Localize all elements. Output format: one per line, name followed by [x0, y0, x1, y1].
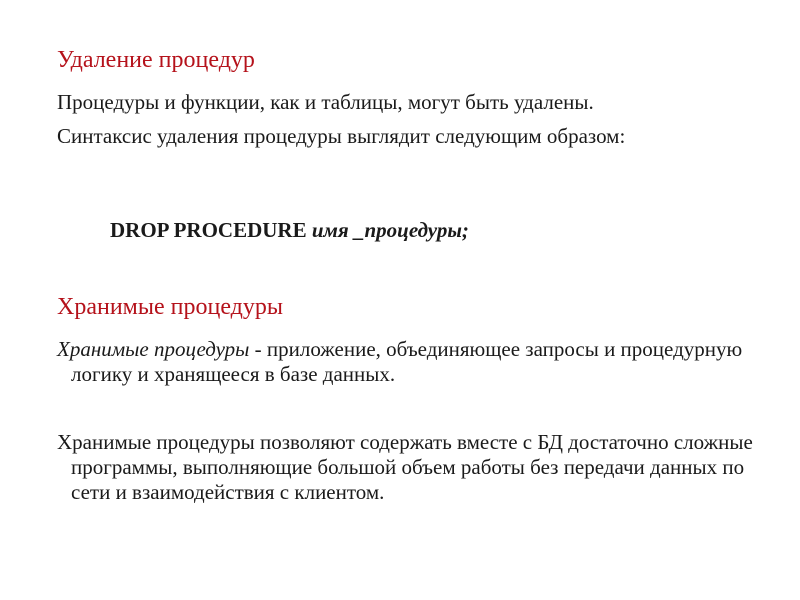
paragraph-syntax-intro: Синтаксис удаления процедуры выглядит следующим образом: — [57, 124, 626, 148]
code-drop-procedure — [110, 218, 469, 243]
paragraph-benefits: Хранимые процедуры позволяют содержать вместе с БД достаточно сложные программы, выполняющие большой объем работы без передачи данных по сети и взаимодействия с клиентом. — [57, 430, 753, 504]
definition-text: - приложение, объединяющее запросы и процедурную логику и хранящееся в базе данных. — [71, 337, 743, 386]
definition-term: Хранимые процедуры — [57, 337, 250, 361]
code-keyword: DROP PROCEDURE — [110, 218, 307, 242]
paragraph-can-be-deleted: Процедуры и функции, как и таблицы, могут быть удалены. — [57, 90, 594, 114]
code-argument: имя _процедуры; — [311, 218, 469, 242]
paragraph-definition — [57, 337, 771, 387]
heading-stored-procedures: Хранимые процедуры — [57, 294, 283, 320]
heading-drop-procedures: Удаление процедур — [57, 47, 255, 73]
